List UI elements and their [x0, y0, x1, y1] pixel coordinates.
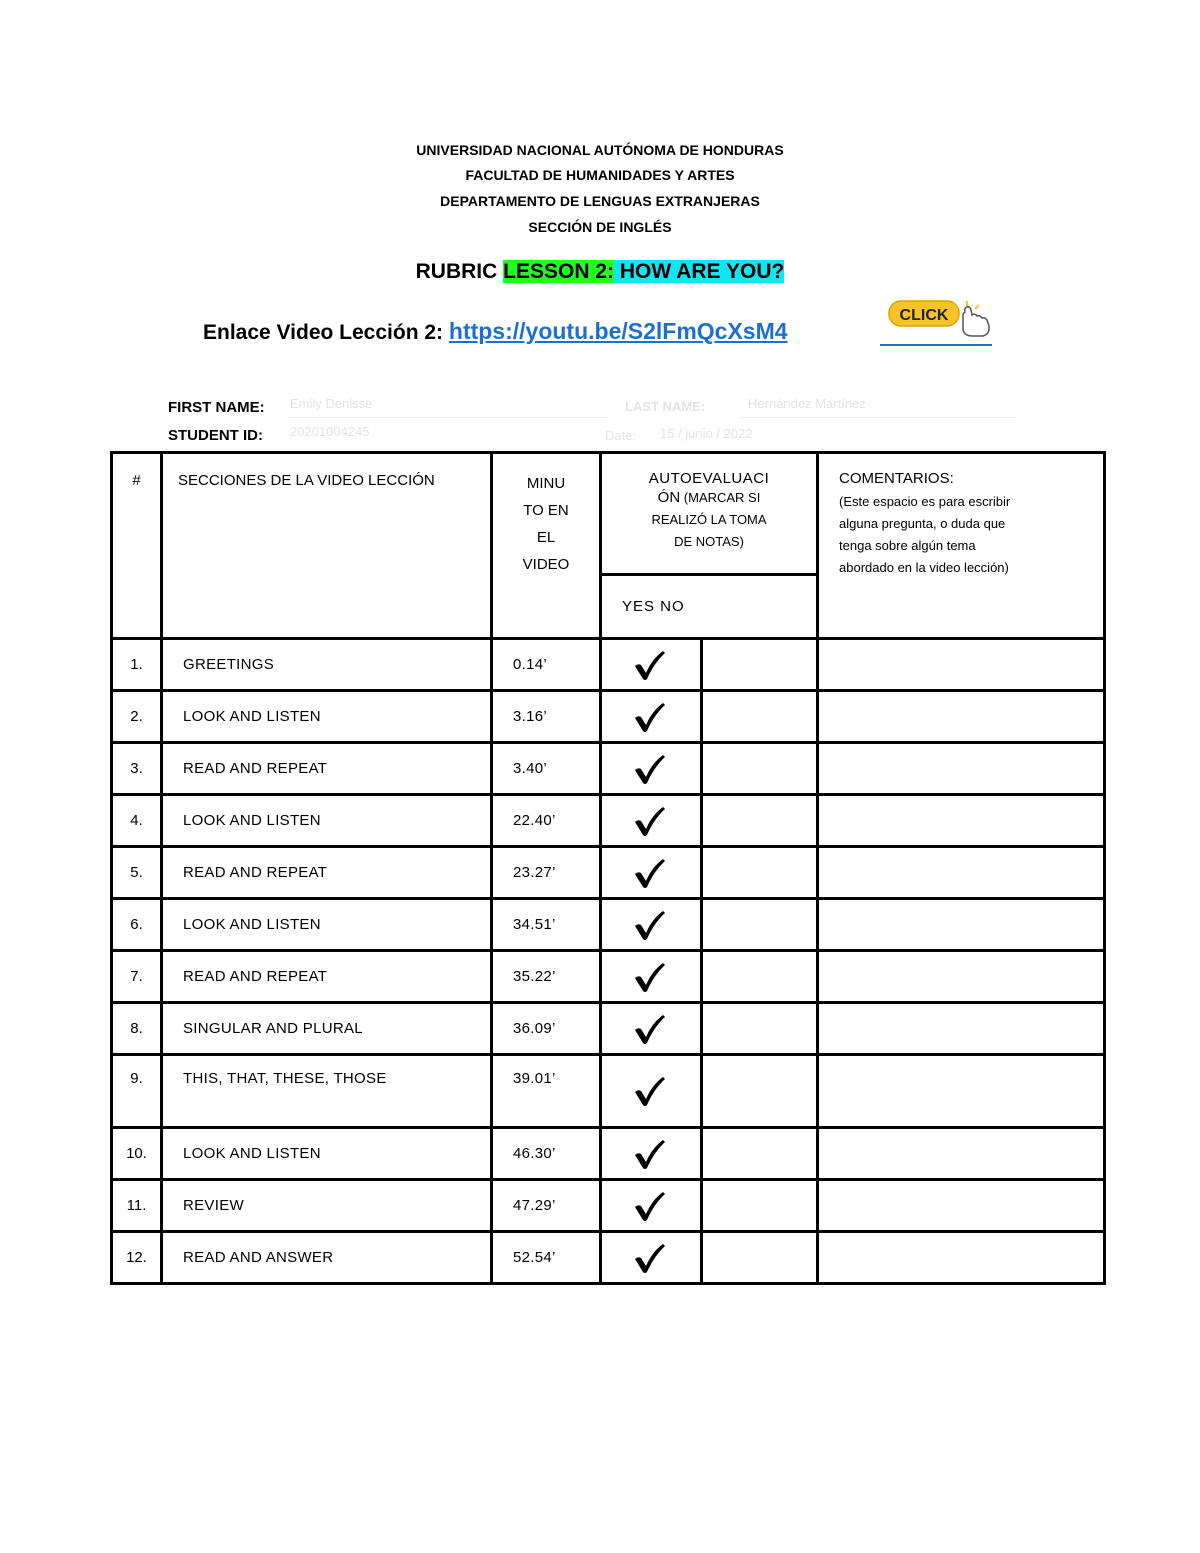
row-minute: 34.51’	[492, 899, 601, 951]
row-comment-cell[interactable]	[818, 1232, 1105, 1284]
table-row	[112, 1232, 1105, 1284]
row-yes-cell[interactable]	[601, 691, 702, 743]
row-comment-cell[interactable]	[818, 1128, 1105, 1180]
row-minute: 35.22’	[492, 951, 601, 1003]
checkmark-icon	[602, 1075, 700, 1107]
click-button-label: CLICK	[899, 307, 949, 324]
row-comment-cell[interactable]	[818, 847, 1105, 899]
row-section: READ AND REPEAT	[162, 951, 492, 1003]
row-minute: 39.01’	[492, 1055, 601, 1128]
checkmark-icon	[602, 1190, 700, 1222]
row-minute: 0.14’	[492, 639, 601, 691]
row-yes-cell[interactable]	[601, 847, 702, 899]
link-underline	[880, 344, 992, 346]
table-row	[112, 1055, 1105, 1128]
header-number: #	[112, 453, 162, 639]
last-name-underline	[740, 417, 1015, 418]
row-minute: 3.40’	[492, 743, 601, 795]
row-yes-cell[interactable]	[601, 1232, 702, 1284]
row-number: 11.	[112, 1180, 162, 1232]
row-comment-cell[interactable]	[818, 743, 1105, 795]
row-comment-cell[interactable]	[818, 1055, 1105, 1128]
date-label: Date:	[605, 428, 637, 443]
row-yes-cell[interactable]	[601, 899, 702, 951]
row-section: LOOK AND LISTEN	[162, 691, 492, 743]
video-link[interactable]: https://youtu.be/S2lFmQcXsM4	[448, 318, 788, 344]
table-row	[112, 847, 1105, 899]
row-section: SINGULAR AND PLURAL	[162, 1003, 492, 1055]
video-link-line	[203, 318, 788, 345]
row-no-cell[interactable]	[702, 691, 818, 743]
row-section: LOOK AND LISTEN	[162, 1128, 492, 1180]
row-no-cell[interactable]	[702, 743, 818, 795]
row-section: LOOK AND LISTEN	[162, 899, 492, 951]
row-no-cell[interactable]	[702, 1180, 818, 1232]
row-no-cell[interactable]	[702, 795, 818, 847]
row-yes-cell[interactable]	[601, 639, 702, 691]
student-id-value[interactable]: 20201004245	[290, 424, 370, 439]
student-id-label: STUDENT ID:	[168, 427, 263, 444]
row-section: GREETINGS	[162, 639, 492, 691]
row-section: THIS, THAT, THESE, THOSE	[162, 1055, 492, 1128]
row-minute: 22.40’	[492, 795, 601, 847]
row-no-cell[interactable]	[702, 899, 818, 951]
row-yes-cell[interactable]	[601, 951, 702, 1003]
table-header-row	[112, 453, 1105, 575]
row-number: 12.	[112, 1232, 162, 1284]
page-title	[0, 260, 1200, 284]
section-name: SECCIÓN DE INGLÉS	[528, 219, 672, 235]
checkmark-icon	[602, 649, 700, 681]
table-row	[112, 899, 1105, 951]
row-no-cell[interactable]	[702, 951, 818, 1003]
row-no-cell[interactable]	[702, 1128, 818, 1180]
faculty-name: FACULTAD DE HUMANIDADES Y ARTES	[465, 167, 735, 183]
row-yes-cell[interactable]	[601, 1003, 702, 1055]
header-section: SECCIONES DE LA VIDEO LECCIÓN	[162, 453, 492, 639]
row-number: 7.	[112, 951, 162, 1003]
row-no-cell[interactable]	[702, 1232, 818, 1284]
row-number: 1.	[112, 639, 162, 691]
checkmark-icon	[602, 1013, 700, 1045]
header-minute-line: MINU	[526, 475, 566, 492]
header-self-eval-note: DE NOTAS)	[674, 534, 744, 549]
row-number: 8.	[112, 1003, 162, 1055]
row-yes-cell[interactable]	[601, 1128, 702, 1180]
table-row	[112, 691, 1105, 743]
date-value[interactable]: 15 / junio / 2022	[660, 426, 753, 441]
university-name: UNIVERSIDAD NACIONAL AUTÓNOMA DE HONDURAS	[416, 142, 784, 158]
first-name-value[interactable]: Emily Denisse	[290, 396, 373, 411]
row-number: 4.	[112, 795, 162, 847]
checkmark-icon	[602, 805, 700, 837]
row-number: 10.	[112, 1128, 162, 1180]
row-yes-cell[interactable]	[601, 795, 702, 847]
row-number: 9.	[112, 1055, 162, 1128]
row-section: READ AND ANSWER	[162, 1232, 492, 1284]
row-minute: 47.29’	[492, 1180, 601, 1232]
last-name-label: LAST NAME:	[625, 399, 706, 414]
row-minute: 46.30’	[492, 1128, 601, 1180]
row-section: LOOK AND LISTEN	[162, 795, 492, 847]
table-row	[112, 1180, 1105, 1232]
row-number: 6.	[112, 899, 162, 951]
row-yes-cell[interactable]	[601, 743, 702, 795]
department-name: DEPARTAMENTO DE LENGUAS EXTRANJERAS	[440, 193, 760, 209]
row-yes-cell[interactable]	[601, 1055, 702, 1128]
row-no-cell[interactable]	[702, 1055, 818, 1128]
row-comment-cell[interactable]	[818, 795, 1105, 847]
header-comments	[818, 453, 1105, 639]
title-prefix: RUBRIC	[415, 260, 498, 283]
row-comment-cell[interactable]	[818, 691, 1105, 743]
rubric-table	[110, 451, 1106, 1285]
header-self-eval-line: AUTOEVALUACI	[648, 470, 770, 487]
checkmark-icon	[602, 1138, 700, 1170]
row-minute: 52.54’	[492, 1232, 601, 1284]
first-name-label: FIRST NAME:	[168, 399, 265, 416]
row-no-cell[interactable]	[702, 1003, 818, 1055]
row-no-cell[interactable]	[702, 639, 818, 691]
row-section: REVIEW	[162, 1180, 492, 1232]
header-yes-no: YES NO	[601, 575, 818, 639]
row-number: 3.	[112, 743, 162, 795]
row-number: 2.	[112, 691, 162, 743]
table-row	[112, 1003, 1105, 1055]
row-no-cell[interactable]	[702, 847, 818, 899]
title-lesson: LESSON 2:	[503, 260, 614, 283]
table-row	[112, 743, 1105, 795]
table-row	[112, 639, 1105, 691]
checkmark-icon	[602, 909, 700, 941]
header-self-eval	[601, 453, 818, 575]
row-comment-cell[interactable]	[818, 639, 1105, 691]
video-link-label: Enlace Video Lección 2:	[203, 321, 444, 344]
row-minute: 3.16’	[492, 691, 601, 743]
header-minute-line: TO EN	[523, 502, 569, 519]
title-subtitle: HOW ARE YOU?	[614, 260, 784, 283]
row-minute: 23.27’	[492, 847, 601, 899]
table-row	[112, 795, 1105, 847]
header-minute-line: EL	[536, 529, 556, 546]
header-comments-note: (Este espacio es para escribir alguna pregunta, o duda que tenga sobre algún tema abordado en la video lección)	[839, 494, 1011, 575]
click-button[interactable]	[887, 298, 993, 338]
row-number: 5.	[112, 847, 162, 899]
checkmark-icon	[602, 857, 700, 889]
header-self-eval-note: REALIZÓ LA TOMA	[651, 512, 767, 527]
row-comment-cell[interactable]	[818, 1003, 1105, 1055]
table-row	[112, 1128, 1105, 1180]
row-yes-cell[interactable]	[601, 1180, 702, 1232]
row-comment-cell[interactable]	[818, 951, 1105, 1003]
checkmark-icon	[602, 961, 700, 993]
row-comment-cell[interactable]	[818, 899, 1105, 951]
row-comment-cell[interactable]	[818, 1180, 1105, 1232]
header-self-eval-note: ÓN (MARCAR SI	[657, 489, 761, 506]
header-minute	[492, 453, 601, 639]
row-section: READ AND REPEAT	[162, 743, 492, 795]
row-section: READ AND REPEAT	[162, 847, 492, 899]
first-name-underline	[288, 417, 608, 418]
table-row	[112, 951, 1105, 1003]
checkmark-icon	[602, 701, 700, 733]
checkmark-icon	[602, 753, 700, 785]
header-minute-line: VIDEO	[522, 556, 570, 573]
last-name-value[interactable]: Hernández Martínez	[748, 396, 866, 411]
row-minute: 36.09’	[492, 1003, 601, 1055]
header-comments-title: COMENTARIOS:	[839, 470, 954, 487]
checkmark-icon	[602, 1242, 700, 1274]
